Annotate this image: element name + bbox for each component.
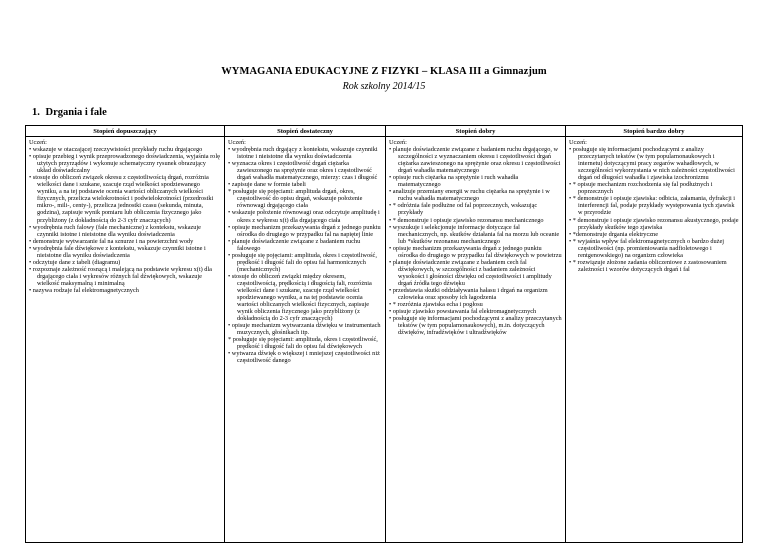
table-header-row — [26, 126, 743, 137]
requirement-item: • wyodrębnia ruch drgający z kontekstu, wskazuje czynniki istotne i nieistotne dla wyniku doświadczenia — [228, 146, 378, 161]
requirement-item: • stosuje do obliczeń związki między okresem, częstotliwością, prędkością i długością fali, rozróżnia wielkości dane i szukane, szacuje rząd wielkości spodziewanego wyniku, a na tej podstawie ocenia wartości obliczanych wielkości fizycznych, zapisuje wynik obliczenia fizycznego jako przybliżony (z dokładnością do 2-3 cyfr znaczących) — [228, 272, 372, 323]
requirement-item: • wskazuje położenie równowagi oraz odczytuje amplitudę i okres z wykresu x(t) dla drgającego ciała — [228, 209, 380, 224]
requirement-item: • * demonstruje i opisuje zjawisko rezonansu akustycznego, podaje przykłady skutków tego zjawiska — [569, 216, 739, 231]
requirement-item: • stosuje do obliczeń związek okresu z częstotliwością drgań, rozróżnia wielkości dane i szukane, szacuje rząd wielkości spodziewanego wyniku, a na tej podstawie ocenia wartości obliczanych wielkości fizycznych, przelicza wielokrotności i podwielokrotności (przedrostki mikro-, mili-, centy-), przelicza jednostki czasu (sekunda, minuta, godzina), zapisuje wynik pomiaru lub obliczenia fizycznego jako przybliżony (z dokładnością do 2-3 cyfr znaczących) — [29, 174, 214, 224]
intro-label: Uczeń: — [29, 139, 47, 146]
document-title: WYMAGANIA EDUKACYJNE Z FIZYKI – KLASA III a Gimnazjum — [221, 66, 547, 77]
requirement-list — [228, 146, 382, 364]
column-dostateczny — [225, 137, 386, 543]
requirement-list — [569, 146, 739, 273]
requirement-item: • analizuje przemiany energii w ruchu ciężarka na sprężynie i w ruchu wahadła matematycznego — [389, 188, 550, 203]
requirement-item: • nazywa rodzaje fal elektromagnetycznych — [29, 286, 139, 294]
document-subtitle: Rok szkolny 2014/15 — [342, 81, 426, 92]
requirement-item: • wskazuje w otaczającej rzeczywistości przykłady ruchu drgającego — [29, 146, 203, 154]
requirement-item: • posługuje się pojęciami: amplituda, okres i częstotliwość, prędkość i długość fali do opisu fal harmonicznych (mechanicznych) — [228, 251, 377, 273]
requirement-item: • wyznacza okres i częstotliwość drgań ciężarka zawieszonego na sprężynie oraz okres i częstotliwość drgań wahadła matematycznego, mierzy: czas i długość — [228, 160, 378, 182]
intro-label: Uczeń: — [569, 139, 587, 146]
requirement-item: • demonstruje wytwarzanie fal na sznurze i na powierzchni wody — [29, 237, 194, 245]
requirement-item: • opisuje zjawisko powstawania fal elektromagnetycznych — [389, 308, 537, 316]
requirement-item: • opisuje przebieg i wynik przeprowadzonego doświadczenia, wyjaśnia rolę użytych przyrządów i wykonuje schematyczny rysunek obrazujący układ doświadczalny — [29, 153, 220, 175]
requirement-item: • rozpoznaje zależność rosnącą i malejącą na podstawie wykresu x(t) dla drgającego ciała i wykresów różnych fal dźwiękowych, wskazuje wielkość maksymalną i minimalną — [29, 265, 212, 287]
requirement-item: • posługuje się informacjami pochodzącymi z analizy przeczytanych tekstów (w tym popularnonaukowych i internetu) dotyczącymi pracy zegarów wahadłowych, w szczególności wykorzystania w nich zależności częstotliwości drgań od długości wahadła i zjawiska izochronizmu — [569, 146, 735, 182]
requirement-item: • * demonstruje i opisuje zjawiska: odbicia, załamania, dyfrakcji i interferencji fal, podaje przykłady występowania tych zjawisk w przyrodzie — [569, 195, 736, 217]
requirement-item: • wyodrębnia ruch falowy (fale mechaniczne) z kontekstu, wskazuje czynniki istotne i nieistotne dla wyniku doświadczenia — [29, 223, 201, 238]
header-dobry: Stopień dobry — [386, 126, 566, 137]
requirement-item: • planuje doświadczenie związane z badaniem cech fal dźwiękowych, w szczególności z badaniem zależności wysokości i głośności dźwięku od częstotliwości i amplitudy drgań źródła tego dźwięku — [389, 258, 552, 287]
requirement-item: • wyszukuje i selekcjonuje informacje dotyczące fal mechanicznych, np. skutków działania fal na morzu lub oceanie lub *skutków rezonansu mechanicznego — [389, 223, 560, 245]
section-heading — [32, 107, 107, 118]
intro-label: Uczeń: — [228, 139, 246, 146]
requirements-table — [25, 125, 743, 543]
requirement-item: • zapisuje dane w formie tabeli — [228, 181, 306, 189]
requirement-item: • wyodrębnia fale dźwiękowe z kontekstu, wskazuje czynniki istotne i nieistotne dla wyniku doświadczenia — [29, 244, 206, 259]
header-bardzo-dobry: Stopień bardzo dobry — [566, 126, 743, 137]
column-bardzo-dobry — [566, 137, 743, 543]
requirement-item: • planuje doświadczenie związane z badaniem ruchu drgającego, w szczególności z wyznaczaniem okresu i częstotliwości drgań ciężarka zawieszonego na sprężynie oraz okresu i częstotliwości drgań wahadła matematycznego — [389, 146, 561, 175]
header-dopuszczajacy: Stopień dopuszczający — [26, 126, 225, 137]
requirement-item: • wytwarza dźwięk o większej i mniejszej częstotliwości niż częstotliwość danego — [228, 350, 380, 365]
requirement-item: • * odróżnia fale podłużne od fal poprzecznych, wskazując przykłady — [389, 202, 538, 217]
requirement-item: • opisuje mechanizm przekazywania drgań z jednego punktu ośrodka do drugiego w przypadku fal na napiętej linie — [228, 223, 381, 238]
requirement-list — [29, 146, 221, 294]
requirement-item: • * rozróżnia zjawiska echa i pogłosu — [389, 301, 483, 309]
requirement-item: • * wyjaśnia wpływ fal elektromagnetycznych o bardzo dużej częstotliwości (np. promieniowania nadfioletowego i rentgenowskiego) na organizm człowieka — [569, 237, 725, 259]
requirement-item: • opisuje mechanizm przekazywania drgań z jednego punktu ośrodka do drugiego w przypadku fal dźwiękowych w powietrzu — [389, 244, 562, 259]
requirement-item: * posługuje się pojęciami: amplituda drgań, okres, częstotliwość do opisu drgań, wskazuje położenie równowagi drgającego ciała — [228, 188, 363, 210]
requirement-item: • opisuje mechanizm wytwarzania dźwięku w instrumentach muzycznych, głośnikach itp. — [228, 322, 381, 337]
intro-label: Uczeń: — [389, 139, 407, 146]
column-dopuszczajacy — [26, 137, 225, 543]
requirement-item: • przedstawia skutki oddziaływania hałasu i drgań na organizm człowieka oraz sposoby ich łagodzenia — [389, 286, 548, 302]
requirement-item: • planuje doświadczenie związane z badaniem ruchu falowego — [228, 237, 361, 252]
requirement-item: • opisuje ruch ciężarka na sprężynie i ruch wahadła matematycznego — [389, 174, 519, 189]
requirement-item: • * opisuje mechanizm rozchodzenia się fal podłużnych i poprzecznych — [569, 181, 713, 196]
requirement-item: • * rozwiązuje złożone zadania obliczeniowe z zastosowaniem zależności i wzorów dotyczących drgań i fal — [569, 258, 727, 273]
section-title: Drgania i fale — [45, 107, 107, 118]
header-dostateczny: Stopień dostateczny — [225, 126, 386, 137]
requirement-item: • odczytuje dane z tabeli (diagramu) — [29, 258, 121, 266]
requirement-list — [389, 146, 562, 336]
requirement-item: * posługuje się pojęciami: amplituda, okres i częstotliwość, prędkość i długość fali do opisu fal dźwiękowych — [228, 336, 378, 351]
section-number: 1. — [32, 107, 40, 118]
table-row — [26, 137, 743, 543]
requirement-item: • *demonstruje drgania elektryczne — [569, 230, 658, 238]
column-dobry — [386, 137, 566, 543]
requirement-item: • posługuje się informacjami pochodzącymi z analizy przeczytanych tekstów (w tym popularnonaukowych), m.in. dotyczących dźwięków, infradźwięków i ultradźwięków — [389, 315, 562, 337]
requirement-item: • * demonstruje i opisuje zjawisko rezonansu mechanicznego — [389, 216, 544, 224]
